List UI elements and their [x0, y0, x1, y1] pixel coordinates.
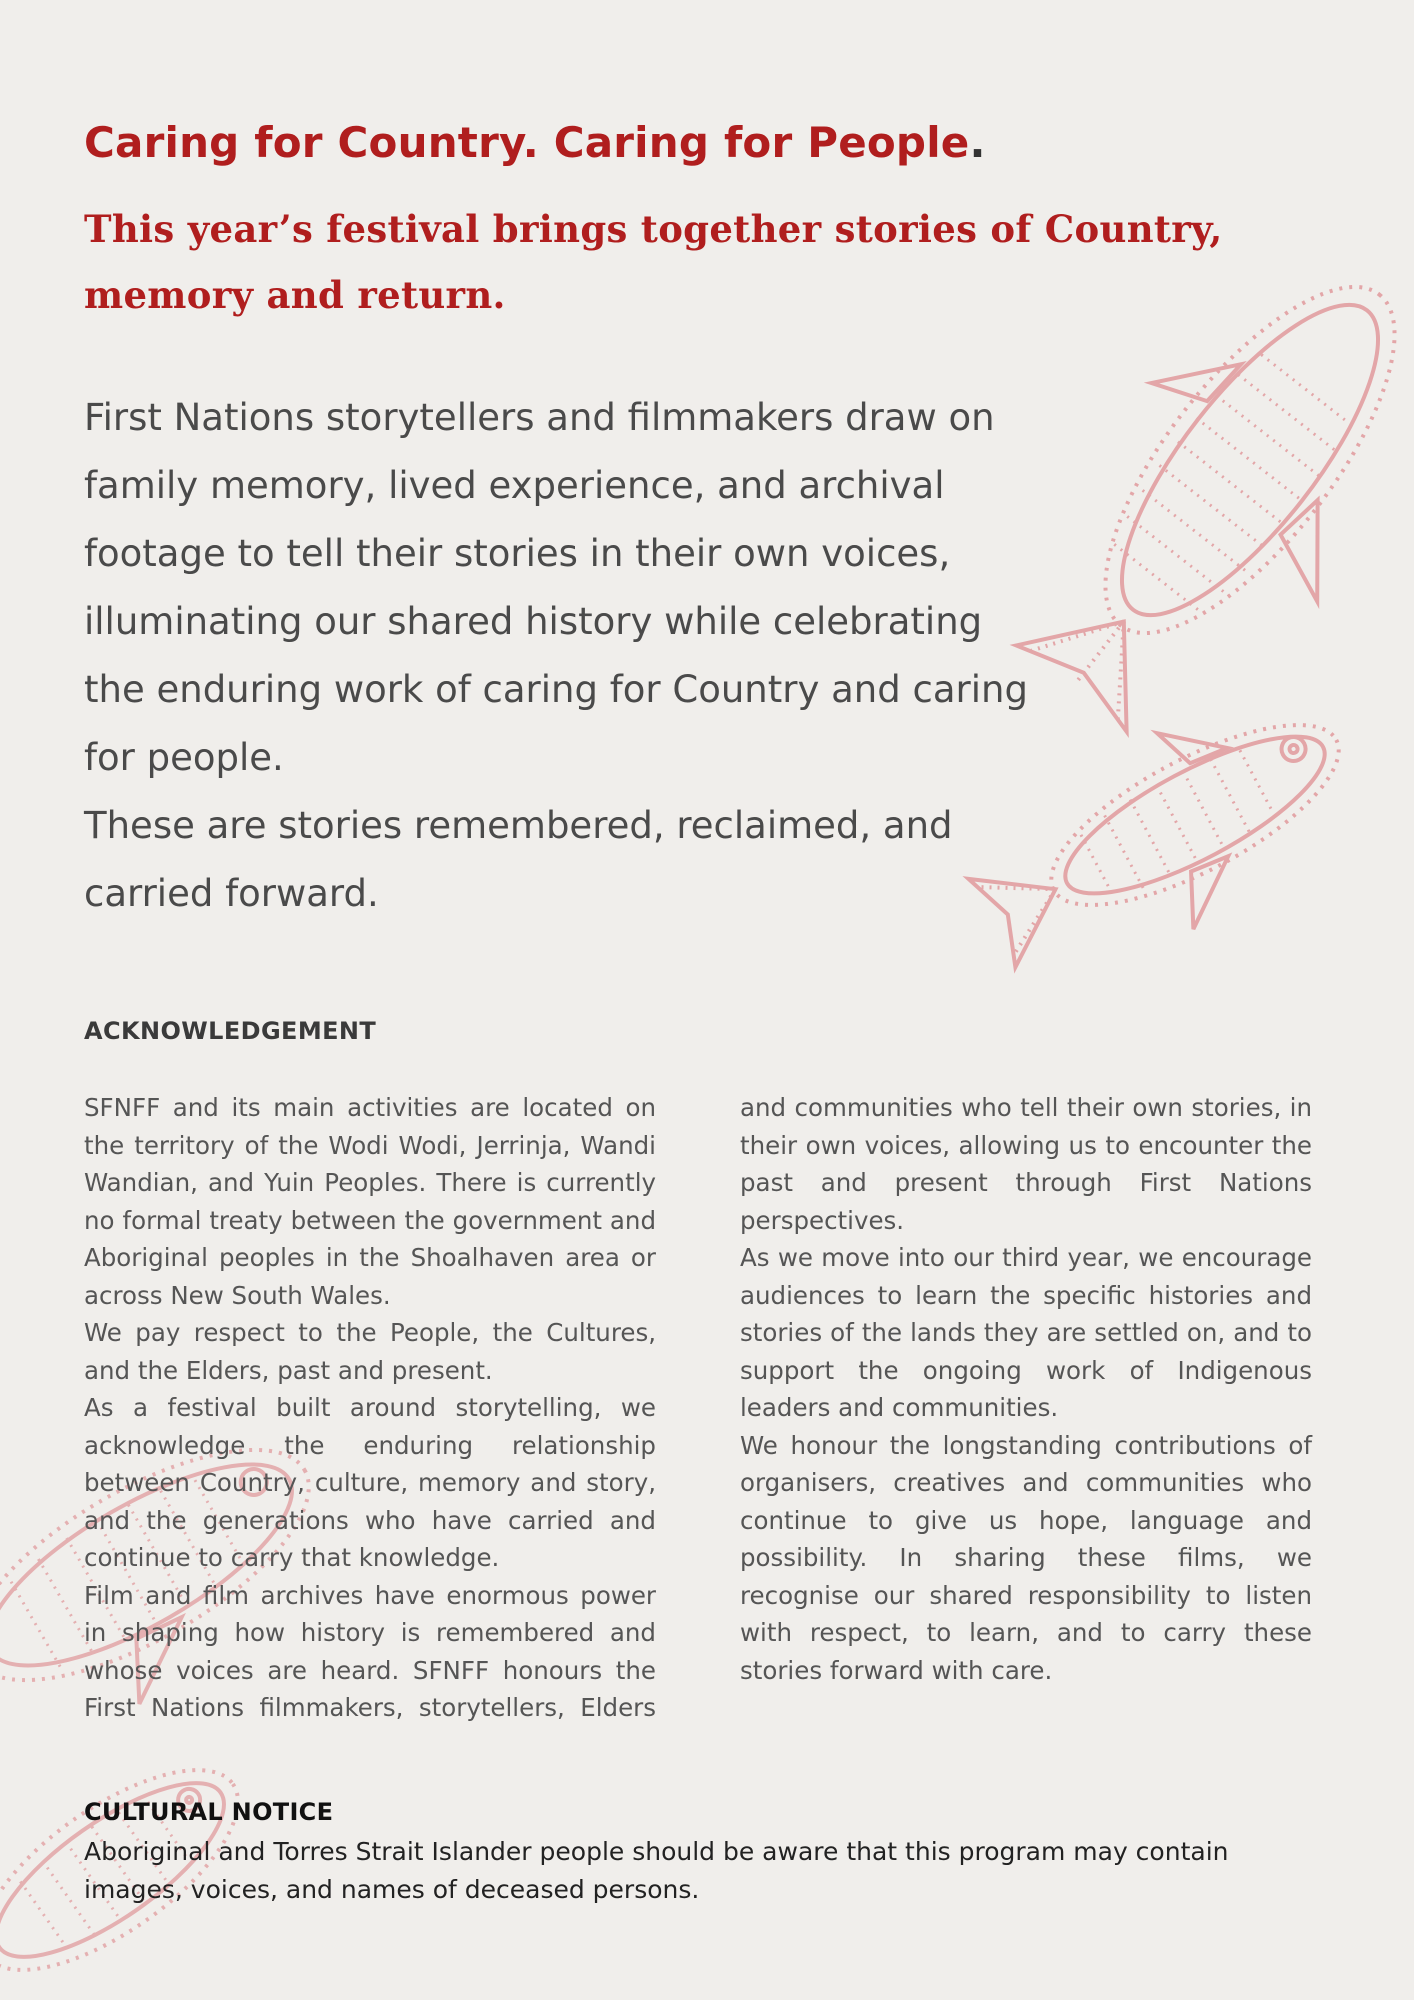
intro-paragraph: First Nations storytellers and filmmakers draw on family memory, lived experience, and archival footage to tell their stories in their own voices, illuminating our shared history while celebrating the enduring work of caring for Country and caring for people.: [84, 396, 1028, 779]
acknowledgement-paragraph: We pay respect to the People, the Cultures, and the Elders, past and present.: [84, 1318, 656, 1385]
acknowledgement-body: [84, 1089, 1312, 1727]
cultural-notice-text: Aboriginal and Torres Strait Islander people should be aware that this program may contain images, voices, and names of deceased persons.: [84, 1837, 1229, 1904]
acknowledgement-paragraph: As we move into our third year, we encourage audiences to learn the specific histories and stories of the lands they are settled on, and to support the ongoing work of Indigenous leaders and communities.: [740, 1243, 1312, 1422]
intro-text: [84, 384, 1044, 928]
acknowledgement-paragraph: We honour the longstanding contributions of organisers, creatives and communities who continue to give us hope, language and possibility. In sharing these films, we recognise our shared responsibility to listen with respect, to learn, and to carry these stories forward with care.: [740, 1430, 1312, 1685]
acknowledgement-heading: ACKNOWLEDGEMENT: [84, 1017, 377, 1045]
cultural-notice-heading: CULTURAL NOTICE: [84, 1798, 334, 1826]
acknowledgement-paragraph: SFNFF and its main activities are located on the territory of the Wodi Wodi, Jerrinja, Wandi Wandian, and Yuin Peoples. There is currently no formal treaty between the government and Aboriginal peoples in the Shoalhaven area or across New South Wales.: [84, 1093, 656, 1310]
acknowledgement-paragraph: As a festival built around storytelling, we acknowledge the enduring relationship between Country, culture, memory and story, and the generations who have carried and continue to carry that knowledge.: [84, 1393, 656, 1572]
headline-period: .: [969, 118, 986, 167]
headline: [84, 118, 986, 167]
intro-paragraph: These are stories remembered, reclaimed, and carried forward.: [84, 804, 953, 915]
headline-text: Caring for Country. Caring for People: [84, 118, 970, 167]
subheadline: This year’s festival brings together stories of Country, memory and return.: [84, 207, 1223, 317]
acknowledgement-paragraph: Film and film archives have enormous power in shaping how history is remembered and whose voices are heard. SFNFF honours the First Nations filmmakers, storytellers, Elders and communities who tell their own stories, in their own voices, allowing us to encounter the past and present through First Nations perspectives.: [84, 1093, 1312, 1722]
